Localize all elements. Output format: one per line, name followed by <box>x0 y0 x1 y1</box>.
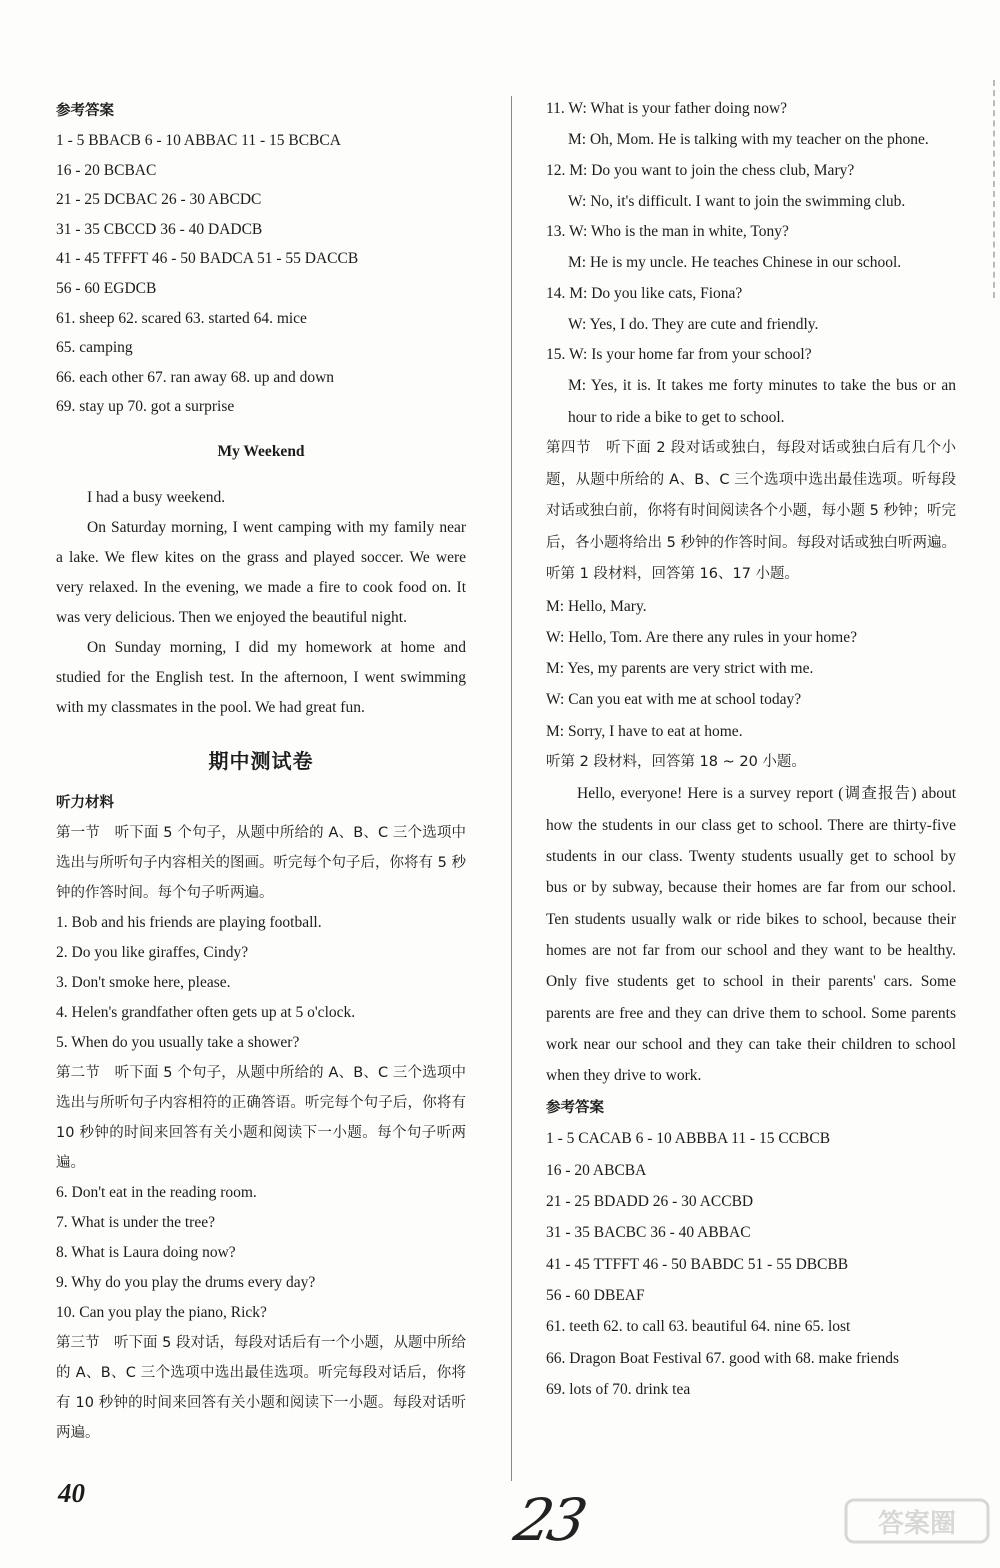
dialogue-question: 14. M: Do you like cats, Fiona? <box>546 284 743 302</box>
question-item: 6. Don't eat in the reading room. <box>56 1183 257 1201</box>
question-item: 10. Can you play the piano, Rick? <box>56 1303 267 1321</box>
answer-line: 61. sheep 62. scared 63. started 64. mice <box>56 309 307 327</box>
question-item: 2. Do you like giraffes, Cindy? <box>56 943 249 961</box>
essay-paragraph: I had a busy weekend. <box>87 488 226 506</box>
question-item: 1. Bob and his friends are playing football. <box>56 913 322 931</box>
dialogue-question: 12. M: Do you want to join the chess club, Mary? <box>546 161 855 179</box>
answer-line: 66. Dragon Boat Festival 67. good with 68. make friends <box>546 1349 900 1367</box>
answer-line: 16 - 20 BCBAC <box>56 161 157 179</box>
question-item: 8. What is Laura doing now? <box>56 1243 236 1261</box>
answer-line: 56 - 60 EGDCB <box>56 279 157 297</box>
answer-list-right <box>546 1123 956 1405</box>
dialogue-line: W: Hello, Tom. Are there any rules in your home? <box>546 628 857 646</box>
dialogue-answer: W: Yes, I do. They are cute and friendly. <box>568 315 819 333</box>
answer-line: 69. lots of 70. drink tea <box>546 1380 691 1398</box>
answer-line: 69. stay up 70. got a surprise <box>56 398 235 416</box>
dialogue-answer: M: Yes, it is. It takes me forty minutes to take the bus or an hour to ride a bike to get to school. <box>568 377 956 426</box>
part4-instructions: 第四节 听下面 2 段对话或独白，每段对话或独白后有几个小题，从题中所给的 A、B、C 三个选项中选出最佳选项。听每段对话或独白前，你将有时间阅读各个小题，每小题 5 秒钟；听完后，各小题将给出 5 秒钟的作答时间。每段对话或独白听两遍。 <box>546 440 956 551</box>
dialogue-line: M: Hello, Mary. <box>546 597 647 615</box>
essay-paragraph: On Sunday morning, I did my homework at home and studied for the English test. In the afternoon, I went swimming with my classmates in the pool. We had great fun. <box>56 638 466 716</box>
answer-line: 31 - 35 CBCCD 36 - 40 DADCB <box>56 220 263 238</box>
material1-dialogue <box>546 591 956 747</box>
column-divider <box>511 96 512 1481</box>
dialogue-question: 13. W: Who is the man in white, Tony? <box>546 223 789 240</box>
dialogue-answer: M: He is my uncle. He teaches Chinese in our school. <box>568 254 902 271</box>
part2-instructions: 第二节 听下面 5 个句子，从题中所给的 A、B、C 三个选项中选出与所听句子内容相符的正确答语。听完每个句子后，你将有 10 秒钟的时间来回答有关小题和阅读下一小题。每个句子听两遍。 <box>56 1064 466 1171</box>
answer-line: 61. teeth 62. to call 63. beautiful 64. nine 65. lost <box>546 1318 851 1336</box>
question-item: 4. Helen's grandfather often gets up at 5 o'clock. <box>56 1003 356 1021</box>
answer-line: 1 - 5 BBACB 6 - 10 ABBAC 11 - 15 BCBCA <box>56 132 341 149</box>
part3-instructions: 第三节 听下面 5 段对话，每段对话后有一个小题，从题中所给的 A、B、C 三个选项中选出最佳选项。听完每段对话后，你将有 10 秒钟的时间来回答有关小题和阅读下一小题。每段对话听两遍。 <box>56 1334 466 1441</box>
part1-instructions: 第一节 听下面 5 个句子，从题中所给的 A、B、C 三个选项中选出与所听句子内容相关的图画。听完每个句子后，你将有 5 秒钟的作答时间。每个句子听两遍。 <box>56 824 466 901</box>
section-title: 期中测试卷 <box>208 748 314 773</box>
question-item: 9. Why do you play the drums every day? <box>56 1273 316 1291</box>
dialogue-answer: M: Oh, Mom. He is talking with my teacher on the phone. <box>568 131 929 148</box>
listening-heading: 听力材料 <box>56 794 114 811</box>
dialogue-question: 15. W: Is your home far from your school? <box>546 346 812 363</box>
essay-title: My Weekend <box>217 443 305 461</box>
material2-heading: 听第 2 段材料，回答第 18 ~ 20 小题。 <box>546 753 806 770</box>
dialogue-line: M: Yes, my parents are very strict with me. <box>546 660 814 678</box>
answer-line: 21 - 25 BDADD 26 - 30 ACCBD <box>546 1193 754 1211</box>
dialogue-answer: W: No, it's difficult. I want to join the swimming club. <box>568 192 906 210</box>
answer-line: 31 - 35 BACBC 36 - 40 ABBAC <box>546 1224 751 1242</box>
question-item: 5. When do you usually take a shower? <box>56 1033 300 1051</box>
answer-line: 21 - 25 DCBAC 26 - 30 ABCDC <box>56 191 262 209</box>
binding-edge <box>993 80 995 298</box>
handwritten-number: 23 <box>508 1486 590 1554</box>
answers-heading-left: 参考答案 <box>56 103 114 119</box>
left-column <box>56 96 466 1448</box>
monologue-text: Hello, everyone! Here is a survey report (调查报告) about how the students in our class get to school. There are thirty-five students in our class. Twenty students usually get to school by bus or by subway, because their homes are far from our school. Ten students usually walk or ride bikes to school, because their homes are not far from our school and they want to be healthy. Only five students get to school in their parents' cars. Some parents are free and they can drive them to school. Some parents work near our school and they can take their children to school when they drive to work. <box>546 785 956 1085</box>
watermark-text: 答案圈 <box>877 1509 957 1539</box>
answer-line: 56 - 60 DBEAF <box>546 1286 645 1304</box>
answer-line: 16 - 20 ABCBA <box>546 1161 647 1179</box>
right-column <box>546 94 956 1405</box>
dialogue-question: 11. W: What is your father doing now? <box>546 100 788 117</box>
question-item: 3. Don't smoke here, please. <box>56 973 231 991</box>
material1-heading: 听第 1 段材料，回答第 16、17 小题。 <box>546 566 800 582</box>
answers-heading-right: 参考答案 <box>546 1100 604 1117</box>
answer-line: 66. each other 67. ran away 68. up and down <box>56 368 335 386</box>
question-item: 7. What is under the tree? <box>56 1213 215 1231</box>
watermark-logo-icon <box>842 1496 992 1566</box>
answer-line: 1 - 5 CACAB 6 - 10 ABBBA 11 - 15 CCBCB <box>546 1130 831 1148</box>
answer-line: 41 - 45 TTFFT 46 - 50 BABDC 51 - 55 DBCBB <box>546 1255 849 1273</box>
answer-line: 65. camping <box>56 339 133 357</box>
page-number: 40 <box>58 1478 85 1508</box>
dialogue-line: W: Can you eat with me at school today? <box>546 691 802 709</box>
essay-paragraph: On Saturday morning, I went camping with my family near a lake. We flew kites on the grass and played soccer. We were very relaxed. In the evening, we made a fire to cook food on. It was very delicious. Then we enjoyed the beautiful night. <box>56 518 466 626</box>
dialogue-line: M: Sorry, I have to eat at home. <box>546 722 743 740</box>
answer-list-left <box>56 126 466 422</box>
answer-line: 41 - 45 TFFFT 46 - 50 BADCA 51 - 55 DACCB <box>56 250 359 268</box>
